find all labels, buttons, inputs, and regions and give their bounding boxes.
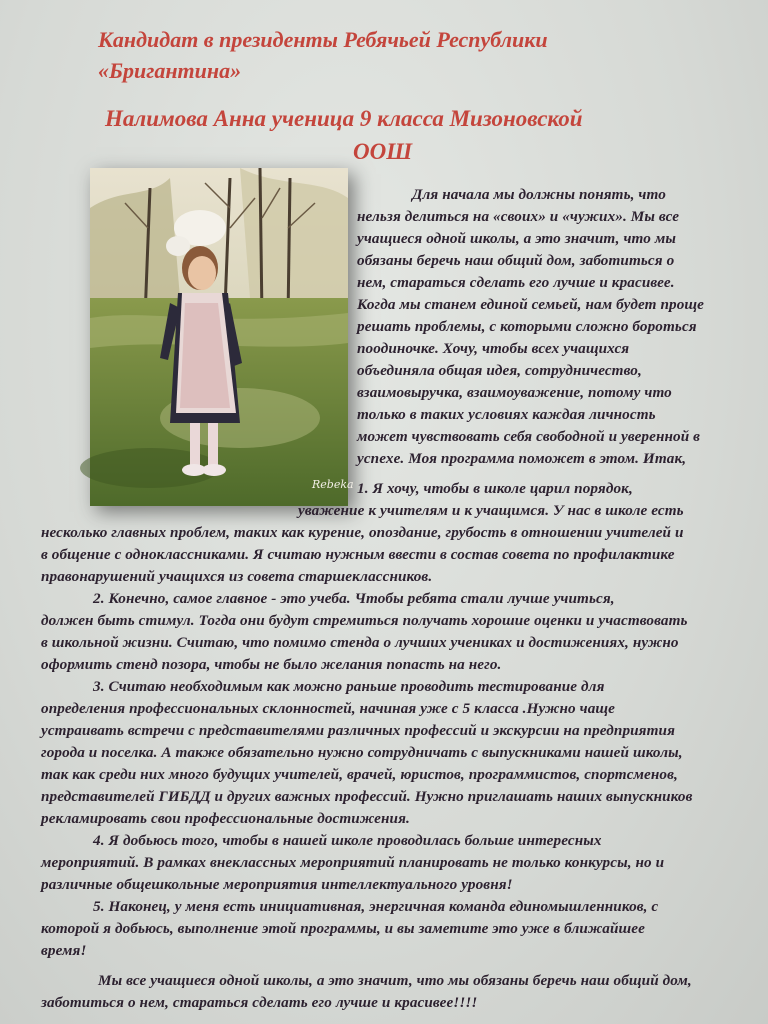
program-point-line: рекламировать свои профессиональные достижения. — [41, 810, 410, 827]
closing-line: заботиться о нем, стараться сделать его лучше и красивее!!!! — [41, 994, 478, 1011]
program-point-line: 1. Я хочу, чтобы в школе царил порядок, — [357, 480, 633, 497]
program-point-line: 5. Наконец, у меня есть инициативная, энергичная команда единомышленников, с — [93, 898, 659, 915]
program-point-line: оформить стенд позора, чтобы не было желания попасть на него. — [41, 656, 502, 673]
candidate-photo — [90, 168, 354, 506]
program-point-line: города и поселка. А также обязательно нужно сотрудничать с выпускниками нашей школы, — [41, 744, 683, 761]
intro-line: поодиночке. Хочу, чтобы всех учащихся — [357, 340, 630, 357]
program-point-line: 2. Конечно, самое главное - это учеба. Чтобы ребята стали лучше учиться, — [93, 590, 615, 607]
program-point-line: уважение к учителям и к учащимся. У нас в школе есть — [298, 502, 684, 519]
intro-line: нем, стараться сделать его лучше и красивее. — [357, 274, 675, 291]
candidate-photo-image — [90, 168, 354, 506]
program-point-line: правонарушений учащихся из совета старшеклассников. — [41, 568, 433, 585]
title-line-1: Кандидат в президенты Ребячьей Республики — [98, 27, 548, 52]
intro-line: Для начала мы должны понять, что — [412, 186, 666, 203]
program-point-line: которой я добьюсь, выполнение этой программы, и вы заметите это уже в ближайшее — [41, 920, 645, 937]
program-point-line: определения профессиональных склонностей, начиная уже с 5 класса .Нужно чаще — [41, 700, 615, 717]
program-point-line: 3. Считаю необходимым как можно раньше проводить тестирование для — [93, 678, 605, 695]
program-point-line: так как среди них много будущих учителей, врачей, юристов, программистов, спортсменов, — [41, 766, 678, 783]
program-point-line: в общение с одноклассниками. Я считаю нужным ввести в состав совета по профилактике — [41, 546, 675, 563]
program-point-line: 4. Я добьюсь того, чтобы в нашей школе проводилась больше интересных — [93, 832, 602, 849]
intro-line: только в таких условиях каждая личность — [357, 406, 656, 423]
intro-line: взаимовыручка, взаимоуважение, потому что — [357, 384, 672, 401]
candidate-name-line-2: ООШ — [353, 139, 413, 164]
program-point-line: мероприятий. В рамках внеклассных мероприятий планировать не только конкурсы, но и — [41, 854, 665, 871]
intro-line: учащиеся одной школы, а это значит, что мы — [357, 230, 676, 247]
program-point-line: представителей ГИБДД и других важных профессий. Нужно приглашать наших выпускников — [41, 788, 693, 805]
program-point-line: в школьной жизни. Считаю, что помимо стенда о лучших учениках и достижениях, нужно — [41, 634, 679, 651]
program-point-line: время! — [41, 942, 87, 959]
program-point-line: различные общешкольные мероприятия интеллектуального уровня! — [41, 876, 513, 893]
program-point-line: устраивать встречи с представителями различных профессий и экскурсии на предприятия — [41, 722, 675, 739]
intro-line: нельзя делиться на «своих» и «чужих». Мы все — [357, 208, 680, 225]
intro-line: успехе. Моя программа поможет в этом. Итак, — [357, 450, 687, 467]
title-line-2: «Бригантина» — [98, 58, 242, 83]
program-point-line: должен быть стимул. Тогда они будут стремиться получать хорошие оценки и участвовать — [41, 612, 688, 629]
photo-signature: Rebeka — [312, 478, 354, 491]
candidate-name-line-1: Налимова Анна ученица 9 класса Мизоновской — [105, 106, 583, 131]
closing-line: Мы все учащиеся одной школы, а это значит, что мы обязаны беречь наш общий дом, — [98, 972, 692, 989]
intro-line: может чувствовать себя свободной и уверенной в — [357, 428, 701, 445]
intro-line: обязаны беречь наш общий дом, заботиться о — [357, 252, 675, 269]
intro-line: Когда мы станем единой семьей, нам будет проще — [357, 296, 704, 313]
program-point-line: несколько главных проблем, таких как курение, опоздание, грубость в отношении учителей и — [41, 524, 684, 541]
intro-line: решать проблемы, с которыми сложно бороться — [357, 318, 697, 335]
intro-line: объединяла общая идея, сотрудничество, — [357, 362, 642, 379]
